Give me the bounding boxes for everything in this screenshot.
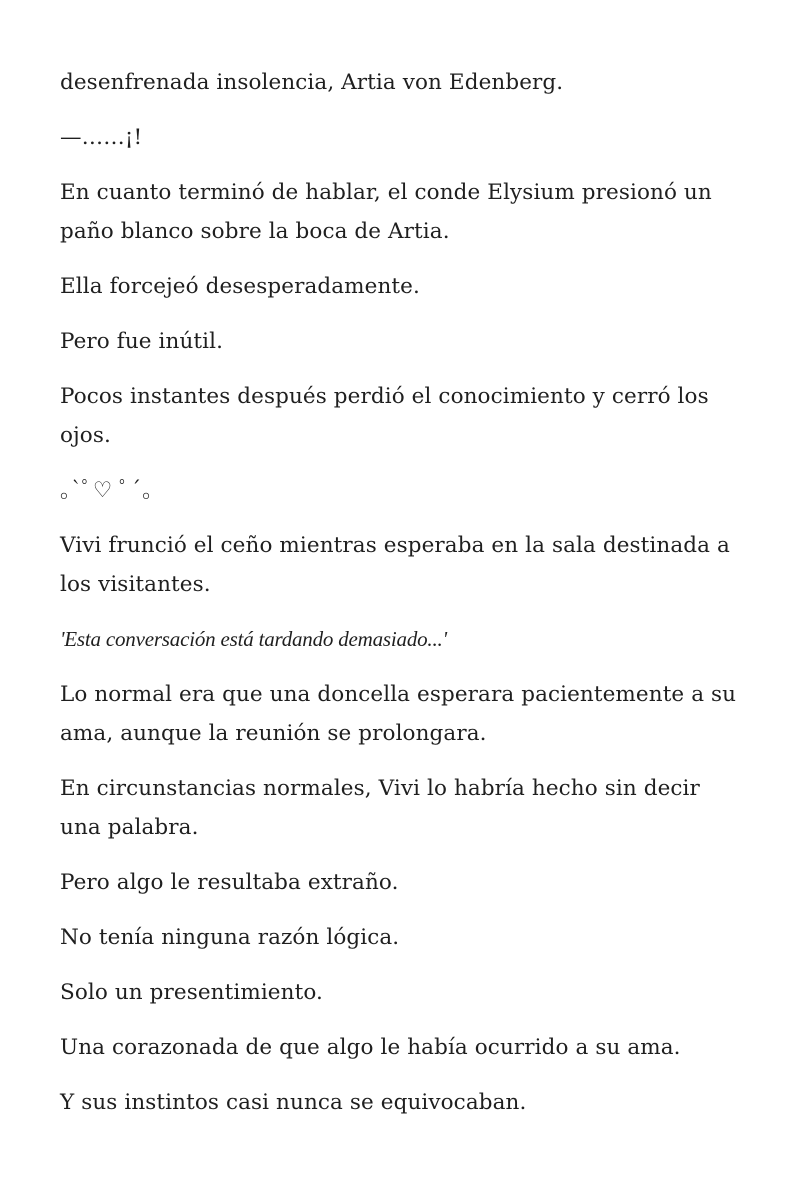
paragraph-14: Solo un presentimiento. (60, 980, 323, 1005)
paragraph-6: Pocos instantes después perdió el conocimiento y cerró los ojos. (60, 384, 709, 448)
paragraph-12: Pero algo le resultaba extraño. (60, 870, 399, 895)
paragraph-4: Ella forcejeó desesperadamente. (60, 274, 420, 299)
paragraph-13: No tenía ninguna razón lógica. (60, 925, 400, 950)
paragraph-1: desenfrenada insolencia, Artia von Edenberg. (60, 70, 564, 95)
document-body (60, 63, 740, 1138)
paragraph-11: En circunstancias normales, Vivi lo habría hecho sin decir una palabra. (60, 776, 700, 840)
paragraph-5: Pero fue inútil. (60, 329, 224, 354)
inner-thought: 'Esta conversación está tardando demasiado...' (60, 627, 447, 651)
paragraph-10: Lo normal era que una doncella esperara pacientemente a su ama, aunque la reunión se prolongara. (60, 682, 737, 746)
paragraph-2: —……¡! (60, 125, 143, 150)
paragraph-15: Una corazonada de que algo le había ocurrido a su ama. (60, 1035, 681, 1060)
paragraph-3: En cuanto terminó de hablar, el conde Elysium presionó un paño blanco sobre la boca de Artia. (60, 180, 712, 244)
paragraph-8: Vivi frunció el ceño mientras esperaba en la sala destinada a los visitantes. (60, 533, 730, 597)
paragraph-16: Y sus instintos casi nunca se equivocaban. (60, 1090, 527, 1115)
scene-divider: ｡`ﾟ♡ ﾟ´｡ (60, 478, 154, 503)
